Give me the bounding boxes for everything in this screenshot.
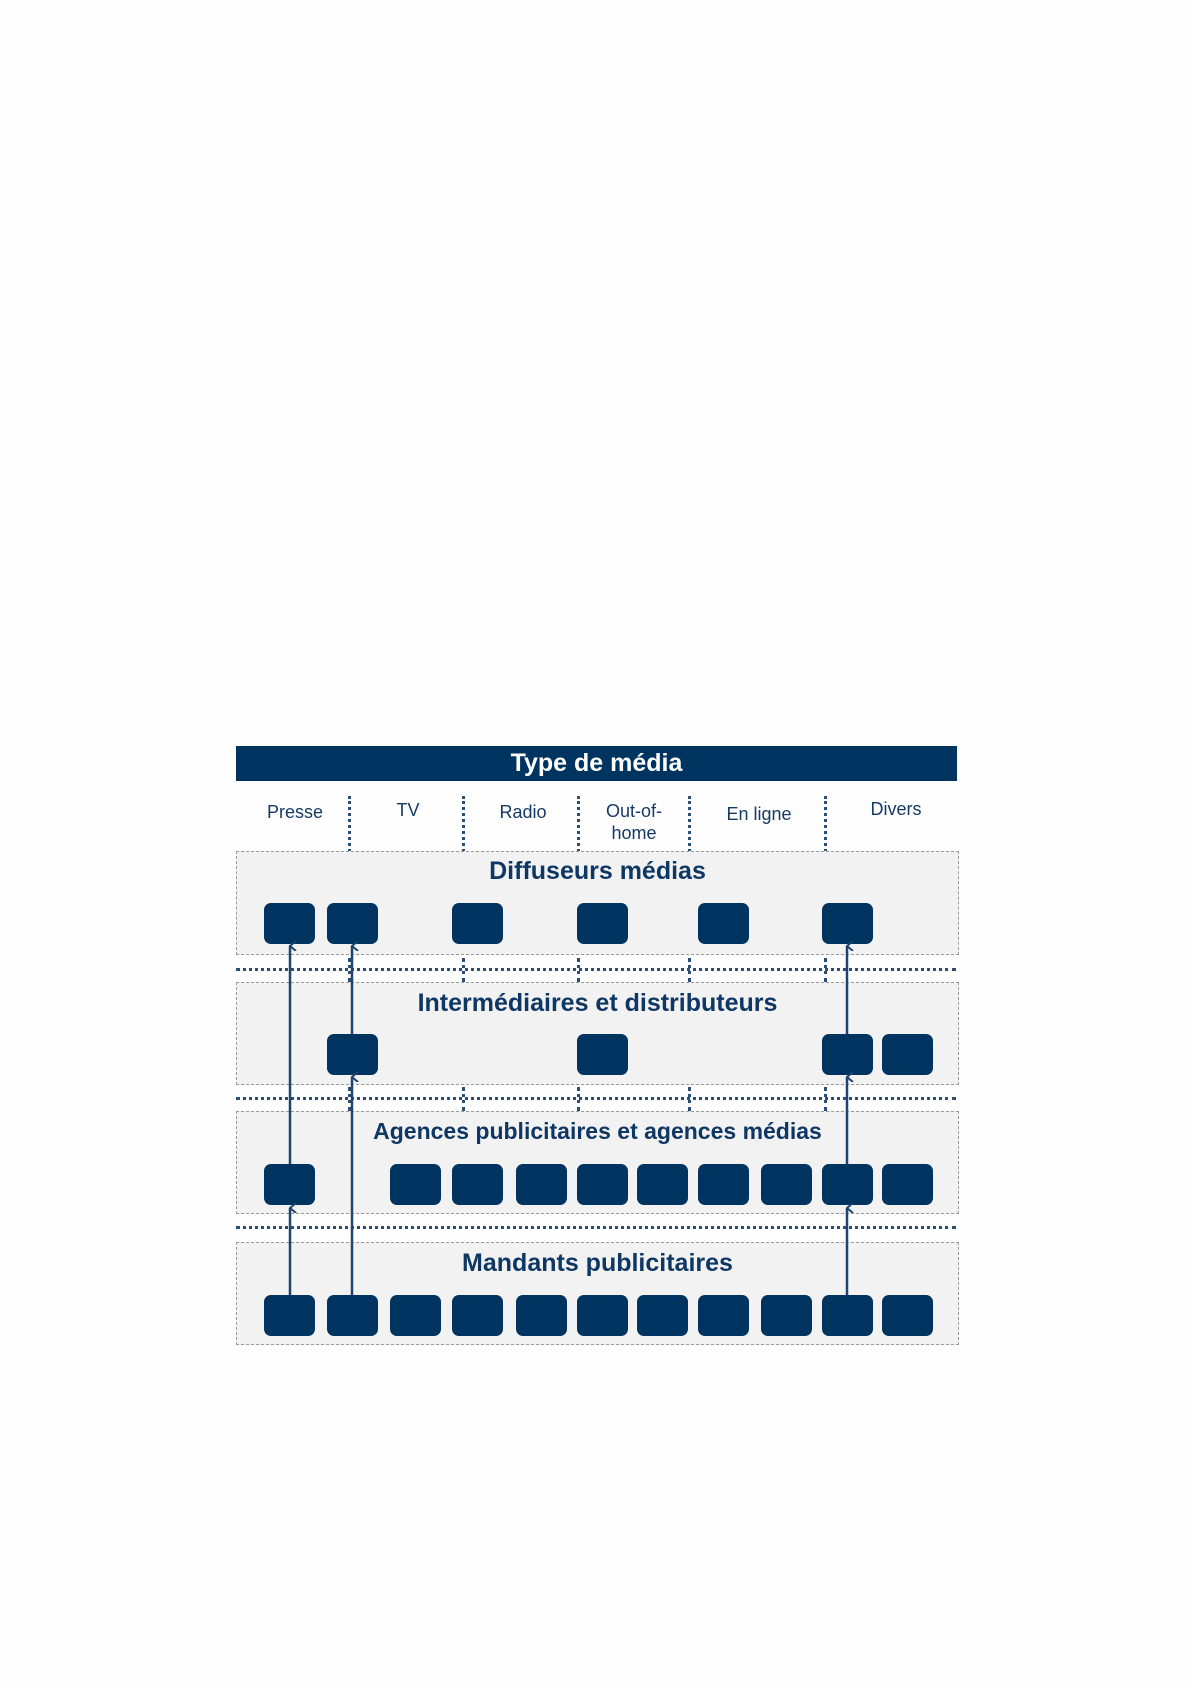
node-diffuseur-en-ligne	[698, 903, 749, 944]
column-separator	[688, 796, 691, 852]
column-separator	[688, 1087, 691, 1111]
node-agence	[390, 1164, 441, 1205]
node-mandant	[264, 1295, 315, 1336]
node-agence	[698, 1164, 749, 1205]
layer-separator	[236, 968, 956, 971]
column-separator	[462, 796, 465, 852]
node-agence	[516, 1164, 567, 1205]
node-mandant	[637, 1295, 688, 1336]
column-separator	[824, 1087, 827, 1111]
column-separator	[577, 796, 580, 852]
node-mandant	[327, 1295, 378, 1336]
layer-title: Intermédiaires et distributeurs	[417, 989, 778, 1017]
node-mandant	[822, 1295, 873, 1336]
node-diffuseur-divers	[822, 903, 873, 944]
diagram-title: Type de média	[236, 746, 957, 781]
column-separator	[824, 796, 827, 852]
node-intermediaire-tv	[327, 1034, 378, 1075]
column-separator	[462, 958, 465, 982]
node-agence	[822, 1164, 873, 1205]
node-intermediaire-divers-2	[882, 1034, 933, 1075]
node-intermediaire-out-of-home	[577, 1034, 628, 1075]
node-agence	[761, 1164, 812, 1205]
node-mandant	[390, 1295, 441, 1336]
node-agence	[264, 1164, 315, 1205]
node-mandant	[882, 1295, 933, 1336]
node-mandant	[577, 1295, 628, 1336]
layer-separator	[236, 1097, 956, 1100]
node-mandant	[698, 1295, 749, 1336]
column-separator	[348, 958, 351, 982]
column-separator	[577, 1087, 580, 1111]
node-agence	[577, 1164, 628, 1205]
node-diffuseur-tv	[327, 903, 378, 944]
column-label-presse: Presse	[266, 802, 324, 822]
node-agence	[637, 1164, 688, 1205]
column-label-divers: Divers	[870, 799, 922, 819]
layer-title: Diffuseurs médias	[489, 857, 706, 885]
column-label-radio: Radio	[499, 802, 547, 822]
node-diffuseur-out-of-home	[577, 903, 628, 944]
node-mandant	[516, 1295, 567, 1336]
column-separator	[348, 796, 351, 852]
column-label-en-ligne: En ligne	[726, 804, 792, 824]
layer-title: Mandants publicitaires	[462, 1249, 733, 1277]
node-mandant	[452, 1295, 503, 1336]
layer-title: Agences publicitaires et agences médias	[373, 1118, 822, 1144]
column-label-tv: TV	[396, 800, 420, 820]
column-separator	[462, 1087, 465, 1111]
column-separator	[348, 1087, 351, 1111]
node-agence	[882, 1164, 933, 1205]
layer-separator	[236, 1226, 956, 1229]
node-diffuseur-presse	[264, 903, 315, 944]
node-agence	[452, 1164, 503, 1205]
node-mandant	[761, 1295, 812, 1336]
node-intermediaire-divers	[822, 1034, 873, 1075]
column-label-out-of-home: Out-of- home	[605, 801, 662, 843]
column-separator	[824, 958, 827, 982]
column-separator	[688, 958, 691, 982]
node-diffuseur-radio	[452, 903, 503, 944]
column-separator	[577, 958, 580, 982]
